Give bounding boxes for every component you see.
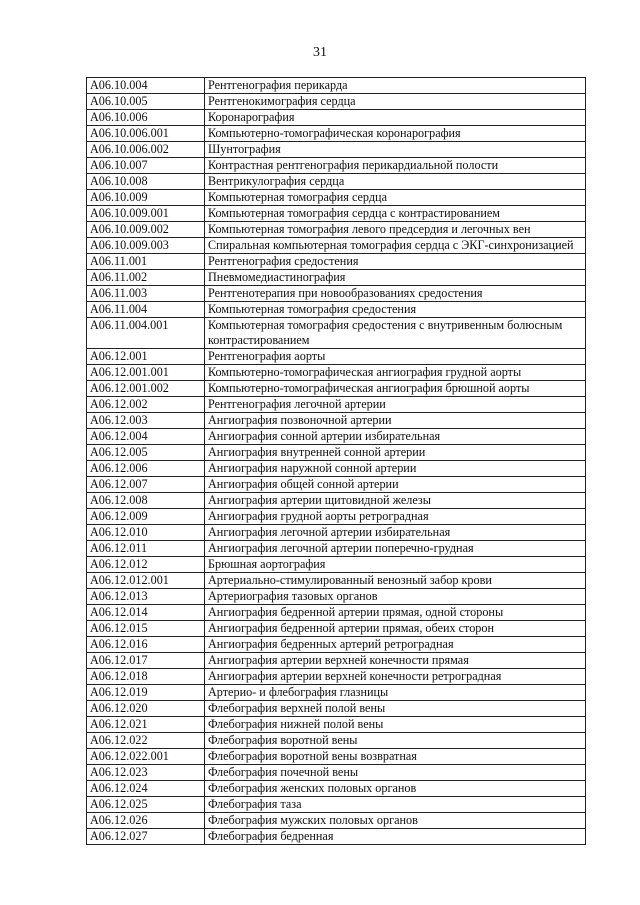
table-row	[87, 365, 586, 381]
procedure-name: Флебография воротной вены возвратная	[205, 749, 586, 765]
procedure-name: Ангиография артерии щитовидной железы	[205, 493, 586, 509]
procedure-name: Вентрикулография сердца	[205, 174, 586, 190]
table-row	[87, 493, 586, 509]
table-row	[87, 733, 586, 749]
table-row	[87, 78, 586, 94]
procedure-code: A06.11.003	[87, 286, 205, 302]
procedures-table	[86, 77, 586, 845]
table-row	[87, 829, 586, 845]
procedure-code: A06.12.024	[87, 781, 205, 797]
procedure-name: Компьютерная томография средостения	[205, 302, 586, 318]
procedure-name: Артериально-стимулированный венозный забор крови	[205, 573, 586, 589]
procedure-name: Флебография почечной вены	[205, 765, 586, 781]
table-row	[87, 429, 586, 445]
table-row	[87, 286, 586, 302]
procedure-code: A06.10.009.003	[87, 238, 205, 254]
table-row	[87, 349, 586, 365]
procedure-code: A06.12.026	[87, 813, 205, 829]
procedure-code: A06.12.022	[87, 733, 205, 749]
procedure-code: A06.12.020	[87, 701, 205, 717]
table-row	[87, 222, 586, 238]
table-row	[87, 381, 586, 397]
procedure-code: A06.12.012	[87, 557, 205, 573]
table-row	[87, 605, 586, 621]
procedure-code: A06.12.001.001	[87, 365, 205, 381]
procedure-name: Ангиография артерии верхней конечности прямая	[205, 653, 586, 669]
table-row	[87, 206, 586, 222]
procedure-name: Ангиография общей сонной артерии	[205, 477, 586, 493]
procedure-code: A06.10.004	[87, 78, 205, 94]
procedure-code: A06.12.009	[87, 509, 205, 525]
procedure-code: A06.12.008	[87, 493, 205, 509]
table-row	[87, 589, 586, 605]
table-row	[87, 190, 586, 206]
procedure-code: A06.12.016	[87, 637, 205, 653]
table-row	[87, 573, 586, 589]
procedure-code: A06.10.009	[87, 190, 205, 206]
procedure-name: Рентгенография аорты	[205, 349, 586, 365]
procedure-name: Коронарография	[205, 110, 586, 126]
procedure-name: Артериография тазовых органов	[205, 589, 586, 605]
procedure-name: Контрастная рентгенография перикардиальной полости	[205, 158, 586, 174]
procedure-code: A06.12.007	[87, 477, 205, 493]
procedure-code: A06.12.023	[87, 765, 205, 781]
procedure-code: A06.12.005	[87, 445, 205, 461]
procedure-name: Ангиография бедренных артерий ретроградная	[205, 637, 586, 653]
table-row	[87, 318, 586, 349]
procedure-code: A06.12.014	[87, 605, 205, 621]
table-body	[87, 78, 586, 845]
procedure-code: A06.12.021	[87, 717, 205, 733]
table-row	[87, 557, 586, 573]
table-row	[87, 685, 586, 701]
procedure-name: Флебография таза	[205, 797, 586, 813]
procedure-code: A06.12.018	[87, 669, 205, 685]
procedure-code: A06.11.002	[87, 270, 205, 286]
procedure-code: A06.12.019	[87, 685, 205, 701]
table-row	[87, 94, 586, 110]
table-row	[87, 158, 586, 174]
table-row	[87, 749, 586, 765]
procedure-name: Брюшная аортография	[205, 557, 586, 573]
table-row	[87, 477, 586, 493]
procedure-name: Компьютерно-томографическая ангиография брюшной аорты	[205, 381, 586, 397]
table-row	[87, 717, 586, 733]
procedure-name: Ангиография сонной артерии избирательная	[205, 429, 586, 445]
table-row	[87, 509, 586, 525]
table-row	[87, 781, 586, 797]
procedure-code: A06.10.006	[87, 110, 205, 126]
procedure-name: Рентгенография средостения	[205, 254, 586, 270]
procedure-code: A06.12.012.001	[87, 573, 205, 589]
procedure-name: Флебография женских половых органов	[205, 781, 586, 797]
procedure-code: A06.10.007	[87, 158, 205, 174]
procedure-code: A06.12.001	[87, 349, 205, 365]
procedure-name: Рентгенография перикарда	[205, 78, 586, 94]
procedure-code: A06.12.004	[87, 429, 205, 445]
procedure-name: Ангиография грудной аорты ретроградная	[205, 509, 586, 525]
procedure-code: A06.11.004.001	[87, 318, 205, 349]
table-row	[87, 797, 586, 813]
table-row	[87, 174, 586, 190]
table-row	[87, 813, 586, 829]
table-row	[87, 142, 586, 158]
procedure-name: Флебография верхней полой вены	[205, 701, 586, 717]
procedure-name: Флебография бедренная	[205, 829, 586, 845]
table-row	[87, 270, 586, 286]
table-row	[87, 461, 586, 477]
procedure-code: A06.12.002	[87, 397, 205, 413]
table-row	[87, 525, 586, 541]
procedure-name: Ангиография позвоночной артерии	[205, 413, 586, 429]
table-row	[87, 110, 586, 126]
procedure-code: A06.12.015	[87, 621, 205, 637]
procedure-code: A06.12.010	[87, 525, 205, 541]
procedure-name: Рентгенография легочной артерии	[205, 397, 586, 413]
procedure-code: A06.10.006.001	[87, 126, 205, 142]
procedure-code: A06.12.003	[87, 413, 205, 429]
procedure-name: Компьютерная томография сердца с контрастированием	[205, 206, 586, 222]
procedure-name: Компьютерно-томографическая ангиография грудной аорты	[205, 365, 586, 381]
procedure-code: A06.12.027	[87, 829, 205, 845]
procedure-code: A06.10.008	[87, 174, 205, 190]
procedure-code: A06.12.011	[87, 541, 205, 557]
table-row	[87, 126, 586, 142]
procedure-name: Артерио- и флебография глазницы	[205, 685, 586, 701]
procedure-code: A06.10.006.002	[87, 142, 205, 158]
procedure-code: A06.12.013	[87, 589, 205, 605]
table-row	[87, 669, 586, 685]
table-row	[87, 445, 586, 461]
procedure-name: Флебография мужских половых органов	[205, 813, 586, 829]
procedure-code: A06.11.004	[87, 302, 205, 318]
procedure-name: Компьютерная томография сердца	[205, 190, 586, 206]
procedure-name: Ангиография бедренной артерии прямая, обеих сторон	[205, 621, 586, 637]
procedure-name: Компьютерная томография средостения с внутривенным болюсным контрастированием	[205, 318, 586, 349]
table-row	[87, 397, 586, 413]
procedure-name: Ангиография наружной сонной артерии	[205, 461, 586, 477]
procedure-name: Ангиография бедренной артерии прямая, одной стороны	[205, 605, 586, 621]
table-row	[87, 238, 586, 254]
table-row	[87, 701, 586, 717]
procedure-name: Шунтография	[205, 142, 586, 158]
procedure-name: Рентгенокимография сердца	[205, 94, 586, 110]
procedure-name: Флебография нижней полой вены	[205, 717, 586, 733]
procedure-code: A06.10.009.002	[87, 222, 205, 238]
table-row	[87, 413, 586, 429]
procedure-code: A06.12.001.002	[87, 381, 205, 397]
table-row	[87, 621, 586, 637]
table-row	[87, 541, 586, 557]
procedure-code: A06.12.025	[87, 797, 205, 813]
procedure-code: A06.12.017	[87, 653, 205, 669]
procedure-code: A06.10.005	[87, 94, 205, 110]
procedure-code: A06.12.006	[87, 461, 205, 477]
table-row	[87, 765, 586, 781]
procedure-code: A06.10.009.001	[87, 206, 205, 222]
page-number: 31	[313, 45, 327, 60]
procedure-name: Рентгенотерапия при новообразованиях средостения	[205, 286, 586, 302]
procedure-name: Ангиография артерии верхней конечности ретроградная	[205, 669, 586, 685]
procedure-name: Ангиография внутренней сонной артерии	[205, 445, 586, 461]
procedure-name: Ангиография легочной артерии избирательная	[205, 525, 586, 541]
table-row	[87, 254, 586, 270]
procedure-name: Флебография воротной вены	[205, 733, 586, 749]
table-row	[87, 653, 586, 669]
procedure-code: A06.12.022.001	[87, 749, 205, 765]
procedure-name: Спиральная компьютерная томография сердца с ЭКГ-синхронизацией	[205, 238, 586, 254]
table-row	[87, 302, 586, 318]
procedure-name: Компьютерно-томографическая коронарография	[205, 126, 586, 142]
procedure-name: Пневмомедиастинография	[205, 270, 586, 286]
table-row	[87, 637, 586, 653]
procedure-name: Компьютерная томография левого предсердия и легочных вен	[205, 222, 586, 238]
procedure-name: Ангиография легочной артерии поперечно-грудная	[205, 541, 586, 557]
procedure-code: A06.11.001	[87, 254, 205, 270]
